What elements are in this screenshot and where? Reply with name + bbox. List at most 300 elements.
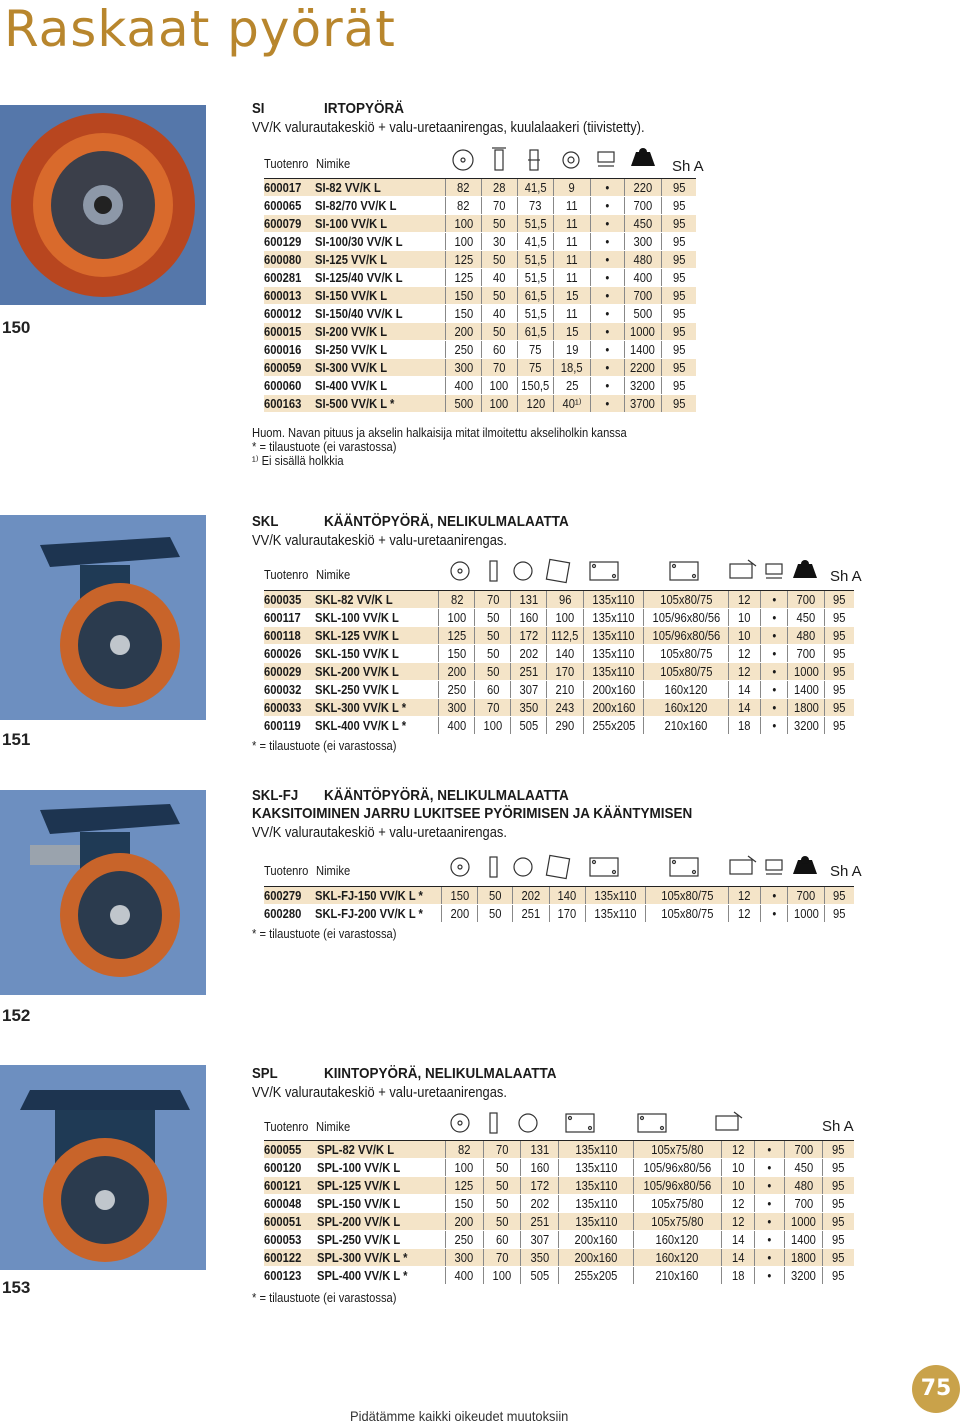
value-cell: 95 — [823, 1231, 854, 1249]
value-cell: 120 — [517, 395, 554, 413]
value-cell: 51,5 — [517, 269, 554, 287]
value-cell: 105x80/75 — [644, 645, 729, 663]
value-cell: 12 — [729, 905, 761, 923]
product-name-cell: SPL-250 VV/K L — [317, 1231, 445, 1249]
value-cell: 251 — [513, 905, 549, 923]
page-ref-151: 151 — [2, 730, 31, 749]
value-cell: • — [760, 681, 787, 699]
product-name-cell: SPL-82 VV/K L — [317, 1141, 445, 1159]
value-cell: 105x80/75 — [644, 591, 729, 609]
product-no-cell: 600059 — [264, 359, 315, 377]
value-cell: 150 — [445, 287, 481, 305]
value-cell: 1400 — [785, 1231, 823, 1249]
product-no-cell: 600281 — [264, 269, 315, 287]
product-no-cell: 600016 — [264, 341, 315, 359]
table-row — [264, 323, 696, 341]
value-cell: 105x75/80 — [634, 1195, 721, 1213]
value-cell: • — [761, 887, 788, 905]
product-name-cell: SKL-300 VV/K L * — [315, 699, 438, 717]
value-cell: 18,5 — [554, 359, 590, 377]
value-cell: 131 — [511, 591, 547, 609]
value-cell: 135x110 — [584, 609, 644, 627]
value-cell: 255x205 — [559, 1267, 634, 1285]
section-subtitle: VV/K valurautakeskiö + valu-uretaanirengas. — [252, 824, 507, 841]
page-ref-152: 152 — [2, 1006, 31, 1025]
header-product-no: Tuotenro — [264, 567, 309, 582]
value-cell: 100 — [445, 1159, 483, 1177]
value-cell: 100 — [483, 1267, 521, 1285]
value-cell: 350 — [521, 1249, 559, 1267]
value-cell: 95 — [824, 663, 854, 681]
table-row — [264, 287, 696, 305]
product-no-cell: 600163 — [264, 395, 315, 413]
value-cell: 95 — [823, 1177, 854, 1195]
value-cell: • — [590, 233, 625, 251]
value-cell: 11 — [554, 233, 590, 251]
product-name-cell: SI-400 VV/K L — [315, 377, 445, 395]
value-cell: 95 — [661, 215, 696, 233]
value-cell: 30 — [481, 233, 517, 251]
product-photo-skl-fj — [0, 790, 206, 995]
table-row — [264, 681, 854, 699]
table-row — [264, 233, 696, 251]
section-subtitle: VV/K valurautakeskiö + valu-uretaanirengas. — [252, 532, 507, 549]
bore-icon — [563, 152, 579, 168]
value-cell: • — [755, 1213, 785, 1231]
value-cell: 400 — [445, 1267, 483, 1285]
value-cell: 112,5 — [547, 627, 584, 645]
header-name: Nimike — [316, 156, 351, 171]
table-row — [264, 1159, 854, 1177]
load-weight-icon — [631, 148, 655, 166]
value-cell: 61,5 — [517, 323, 554, 341]
value-cell: 105/96x80/56 — [634, 1177, 721, 1195]
value-cell: 135x110 — [584, 645, 644, 663]
product-no-cell: 600129 — [264, 233, 315, 251]
product-no-cell: 600119 — [264, 717, 315, 735]
value-cell: 1000 — [625, 323, 661, 341]
value-cell: 250 — [445, 1231, 483, 1249]
value-cell: 700 — [788, 887, 825, 905]
product-no-cell: 600048 — [264, 1195, 317, 1213]
value-cell: 700 — [785, 1195, 823, 1213]
spec-icons-si — [448, 144, 668, 176]
product-no-cell: 600029 — [264, 663, 315, 681]
value-cell: • — [760, 591, 787, 609]
product-name-cell: SI-100/30 VV/K L — [315, 233, 445, 251]
product-name-cell: SKL-400 VV/K L * — [315, 717, 438, 735]
page-ref-153: 153 — [2, 1278, 31, 1297]
value-cell: 100 — [445, 215, 481, 233]
value-cell: 400 — [439, 717, 475, 735]
value-cell: 40¹⁾ — [554, 395, 590, 413]
value-cell: • — [590, 287, 625, 305]
value-cell: 202 — [511, 645, 547, 663]
value-cell: 12 — [729, 645, 761, 663]
value-cell: 105x80/75 — [645, 887, 728, 905]
value-cell: 50 — [477, 887, 513, 905]
page-title: Raskaat pyörät — [4, 0, 396, 58]
note-1: * = tilaustuote (ei varastossa) — [252, 738, 397, 753]
product-no-cell: 600079 — [264, 215, 315, 233]
value-cell: 140 — [549, 887, 585, 905]
section-title: KIINTOPYÖRÄ, NELIKULMALAATTA — [324, 1065, 557, 1082]
value-cell: 50 — [483, 1213, 521, 1231]
value-cell: 170 — [547, 663, 584, 681]
product-name-cell: SI-125 VV/K L — [315, 251, 445, 269]
header-sh-a: Sh A — [830, 568, 862, 585]
value-cell: 200x160 — [559, 1249, 634, 1267]
product-no-cell: 600120 — [264, 1159, 317, 1177]
section-skl-fj — [252, 787, 741, 842]
header-product-no: Tuotenro — [264, 156, 309, 171]
ball-bearing-icon — [598, 152, 614, 166]
value-cell: 70 — [481, 197, 517, 215]
product-name-cell: SPL-200 VV/K L — [317, 1213, 445, 1231]
product-no-cell: 600033 — [264, 699, 315, 717]
product-name-cell: SI-200 VV/K L — [315, 323, 445, 341]
value-cell: 70 — [475, 591, 511, 609]
section-spl — [252, 1065, 582, 1102]
value-cell: • — [590, 305, 625, 323]
value-cell: 135x110 — [584, 663, 644, 681]
product-no-cell: 600032 — [264, 681, 315, 699]
value-cell: 160x120 — [644, 681, 729, 699]
table-row — [264, 251, 696, 269]
value-cell: 18 — [729, 717, 761, 735]
product-no-cell: 600015 — [264, 323, 315, 341]
value-cell: 95 — [661, 233, 696, 251]
value-cell: 160 — [521, 1159, 559, 1177]
product-no-cell: 600012 — [264, 305, 315, 323]
product-name-cell: SKL-FJ-200 VV/K L * — [315, 905, 441, 923]
value-cell: 135x110 — [559, 1195, 634, 1213]
table-row — [264, 905, 854, 923]
header-name: Nimike — [316, 863, 351, 878]
value-cell: 135x110 — [585, 905, 645, 923]
product-no-cell: 600055 — [264, 1141, 317, 1159]
footer-disclaimer: Pidätämme kaikki oikeudet muutoksiin — [350, 1408, 569, 1424]
value-cell: 11 — [554, 215, 590, 233]
product-name-cell: SPL-150 VV/K L — [317, 1195, 445, 1213]
hub-length-icon — [528, 150, 540, 170]
value-cell: 125 — [445, 269, 481, 287]
value-cell: 1000 — [788, 905, 825, 923]
note-2: * = tilaustuote (ei varastossa) — [252, 439, 397, 454]
value-cell: 135x110 — [559, 1213, 634, 1231]
product-name-cell: SPL-300 VV/K L * — [317, 1249, 445, 1267]
value-cell: 41,5 — [517, 179, 554, 197]
value-cell: 51,5 — [517, 251, 554, 269]
table-row — [264, 179, 696, 197]
section-code: SPL — [252, 1065, 278, 1082]
table-row — [264, 1249, 854, 1267]
product-name-cell: SKL-250 VV/K L — [315, 681, 438, 699]
value-cell: 95 — [661, 287, 696, 305]
value-cell: 50 — [481, 323, 517, 341]
header-name: Nimike — [316, 1119, 351, 1134]
value-cell: 150 — [445, 305, 481, 323]
value-cell: 60 — [483, 1231, 521, 1249]
value-cell: 95 — [824, 645, 854, 663]
product-table-skl-fj — [264, 886, 854, 923]
section-subtitle: VV/K valurautakeskiö + valu-uretaanirengas. — [252, 1084, 507, 1101]
value-cell: 50 — [475, 663, 511, 681]
product-name-cell: SPL-100 VV/K L — [317, 1159, 445, 1177]
value-cell: 300 — [445, 1249, 483, 1267]
note-1: Huom. Navan pituus ja akselin halkaisija mitat ilmoitettu akseliholkin kanssa — [252, 425, 627, 440]
value-cell: 95 — [661, 197, 696, 215]
product-no-cell: 600060 — [264, 377, 315, 395]
value-cell: • — [590, 197, 625, 215]
value-cell: 51,5 — [517, 215, 554, 233]
value-cell: 50 — [475, 609, 511, 627]
value-cell: 250 — [439, 681, 475, 699]
value-cell: 50 — [475, 627, 511, 645]
table-row — [264, 197, 696, 215]
value-cell: 95 — [823, 1249, 854, 1267]
value-cell: 60 — [481, 341, 517, 359]
value-cell: 50 — [481, 251, 517, 269]
value-cell: 95 — [661, 377, 696, 395]
value-cell: 251 — [521, 1213, 559, 1231]
value-cell: • — [755, 1249, 785, 1267]
value-cell: 95 — [823, 1195, 854, 1213]
value-cell: 170 — [549, 905, 585, 923]
value-cell: 505 — [521, 1267, 559, 1285]
value-cell: 3200 — [788, 717, 825, 735]
value-cell: 11 — [554, 305, 590, 323]
value-cell: 400 — [445, 377, 481, 395]
value-cell: 255x205 — [584, 717, 644, 735]
value-cell: 70 — [483, 1141, 521, 1159]
value-cell: 307 — [521, 1231, 559, 1249]
value-cell: 12 — [721, 1141, 755, 1159]
header-product-no: Tuotenro — [264, 1119, 309, 1134]
value-cell: • — [590, 269, 625, 287]
value-cell: 135x110 — [584, 627, 644, 645]
value-cell: 95 — [824, 627, 854, 645]
value-cell: 70 — [475, 699, 511, 717]
value-cell: 50 — [481, 215, 517, 233]
product-name-cell: SKL-FJ-150 VV/K L * — [315, 887, 441, 905]
value-cell: • — [590, 215, 625, 233]
value-cell: 160x120 — [644, 699, 729, 717]
value-cell: 210x160 — [634, 1267, 721, 1285]
value-cell: • — [590, 359, 625, 377]
value-cell: 95 — [824, 905, 854, 923]
value-cell: 160x120 — [634, 1249, 721, 1267]
value-cell: 18 — [721, 1267, 755, 1285]
header-sh-a: Sh A — [672, 158, 704, 175]
value-cell: 12 — [721, 1195, 755, 1213]
value-cell: 200 — [441, 905, 477, 923]
spec-icons-skl-fj — [448, 852, 824, 882]
value-cell: 290 — [547, 717, 584, 735]
value-cell: 105/96x80/56 — [644, 609, 729, 627]
table-row — [264, 1231, 854, 1249]
value-cell: 307 — [511, 681, 547, 699]
product-name-cell: SKL-150 VV/K L — [315, 645, 438, 663]
value-cell: 51,5 — [517, 305, 554, 323]
value-cell: 700 — [788, 591, 825, 609]
section-code: SI — [252, 100, 265, 117]
product-no-cell: 600280 — [264, 905, 315, 923]
value-cell: 160x120 — [634, 1231, 721, 1249]
value-cell: 70 — [481, 359, 517, 377]
value-cell: 50 — [477, 905, 513, 923]
value-cell: • — [590, 395, 625, 413]
product-name-cell: SI-150/40 VV/K L — [315, 305, 445, 323]
value-cell: 100 — [547, 609, 584, 627]
product-table-skl — [264, 590, 854, 735]
table-row — [264, 627, 854, 645]
table-row — [264, 395, 696, 413]
value-cell: 12 — [729, 663, 761, 681]
product-photo-si — [0, 105, 206, 305]
value-cell: 105/96x80/56 — [634, 1159, 721, 1177]
value-cell: 10 — [729, 627, 761, 645]
value-cell: 19 — [554, 341, 590, 359]
value-cell: 50 — [475, 645, 511, 663]
value-cell: 3700 — [625, 395, 661, 413]
section-title-2: KAKSITOIMINEN JARRU LUKITSEE PYÖRIMISEN JA KÄÄNTYMISEN — [252, 805, 693, 822]
value-cell: 135x110 — [559, 1159, 634, 1177]
product-no-cell: 600035 — [264, 591, 315, 609]
value-cell: 61,5 — [517, 287, 554, 305]
wheel-diameter-icon — [453, 150, 473, 170]
section-skl — [252, 513, 596, 550]
value-cell: 210x160 — [644, 717, 729, 735]
product-name-cell: SPL-400 VV/K L * — [317, 1267, 445, 1285]
product-photo-skl — [0, 515, 206, 720]
section-code: SKL — [252, 513, 279, 530]
product-name-cell: SI-250 VV/K L — [315, 341, 445, 359]
product-name-cell: SI-125/40 VV/K L — [315, 269, 445, 287]
product-no-cell: 600123 — [264, 1267, 317, 1285]
header-product-no: Tuotenro — [264, 863, 309, 878]
value-cell: 95 — [661, 305, 696, 323]
value-cell: 172 — [521, 1177, 559, 1195]
value-cell: 10 — [721, 1159, 755, 1177]
value-cell: 135x110 — [585, 887, 645, 905]
value-cell: 135x110 — [584, 591, 644, 609]
section-code: SKL-FJ — [252, 787, 299, 804]
value-cell: • — [590, 251, 625, 269]
value-cell: 15 — [554, 287, 590, 305]
product-name-cell: SKL-200 VV/K L — [315, 663, 438, 681]
table-row — [264, 663, 854, 681]
value-cell: 1800 — [788, 699, 825, 717]
table-row — [264, 887, 854, 905]
value-cell: 95 — [824, 609, 854, 627]
value-cell: • — [755, 1195, 785, 1213]
table-row — [264, 341, 696, 359]
value-cell: 95 — [661, 269, 696, 287]
value-cell: 95 — [661, 323, 696, 341]
page-number-badge: 75 — [912, 1365, 960, 1413]
value-cell: 95 — [824, 887, 854, 905]
product-name-cell: SI-500 VV/K L * — [315, 395, 445, 413]
value-cell: 125 — [439, 627, 475, 645]
value-cell: 450 — [788, 609, 825, 627]
table-row — [264, 645, 854, 663]
product-name-cell: SI-300 VV/K L — [315, 359, 445, 377]
section-title: IRTOPYÖRÄ — [324, 100, 405, 117]
value-cell: • — [760, 609, 787, 627]
value-cell: 200 — [445, 1213, 483, 1231]
product-no-cell: 600051 — [264, 1213, 317, 1231]
value-cell: 1400 — [788, 681, 825, 699]
value-cell: 50 — [483, 1195, 521, 1213]
value-cell: 82 — [439, 591, 475, 609]
value-cell: 105/96x80/56 — [644, 627, 729, 645]
value-cell: 100 — [475, 717, 511, 735]
value-cell: • — [760, 627, 787, 645]
table-row — [264, 1213, 854, 1231]
value-cell: 28 — [481, 179, 517, 197]
value-cell: 95 — [661, 395, 696, 413]
value-cell: 700 — [785, 1141, 823, 1159]
value-cell: 50 — [481, 287, 517, 305]
value-cell: 450 — [625, 215, 661, 233]
product-no-cell: 600065 — [264, 197, 315, 215]
value-cell: 500 — [445, 395, 481, 413]
value-cell: 505 — [511, 717, 547, 735]
table-row — [264, 591, 854, 609]
value-cell: 105x75/80 — [634, 1213, 721, 1231]
table-row — [264, 215, 696, 233]
value-cell: • — [755, 1231, 785, 1249]
value-cell: 95 — [824, 591, 854, 609]
value-cell: 95 — [823, 1213, 854, 1231]
product-no-cell: 600279 — [264, 887, 315, 905]
value-cell: 135x110 — [559, 1177, 634, 1195]
value-cell: 140 — [547, 645, 584, 663]
value-cell: 11 — [554, 269, 590, 287]
section-title: KÄÄNTÖPYÖRÄ, NELIKULMALAATTA — [324, 787, 569, 804]
value-cell: • — [755, 1159, 785, 1177]
table-row — [264, 305, 696, 323]
value-cell: 96 — [547, 591, 584, 609]
value-cell: 50 — [483, 1159, 521, 1177]
value-cell: • — [760, 717, 787, 735]
value-cell: 95 — [824, 699, 854, 717]
value-cell: • — [760, 645, 787, 663]
value-cell: 14 — [721, 1231, 755, 1249]
note-1: * = tilaustuote (ei varastossa) — [252, 1290, 397, 1305]
value-cell: 100 — [445, 233, 481, 251]
value-cell: 105x80/75 — [644, 663, 729, 681]
value-cell: 82 — [445, 1141, 483, 1159]
value-cell: 200x160 — [559, 1231, 634, 1249]
value-cell: 14 — [729, 699, 761, 717]
value-cell: • — [590, 323, 625, 341]
value-cell: 150 — [439, 645, 475, 663]
value-cell: 95 — [661, 179, 696, 197]
product-no-cell: 600117 — [264, 609, 315, 627]
value-cell: 14 — [721, 1249, 755, 1267]
header-sh-a: Sh A — [822, 1118, 854, 1135]
value-cell: 3200 — [785, 1267, 823, 1285]
value-cell: 95 — [824, 681, 854, 699]
value-cell: • — [755, 1141, 785, 1159]
table-row — [264, 1141, 854, 1159]
value-cell: 172 — [511, 627, 547, 645]
value-cell: 1400 — [625, 341, 661, 359]
product-table-si — [264, 178, 696, 413]
value-cell: 15 — [554, 323, 590, 341]
